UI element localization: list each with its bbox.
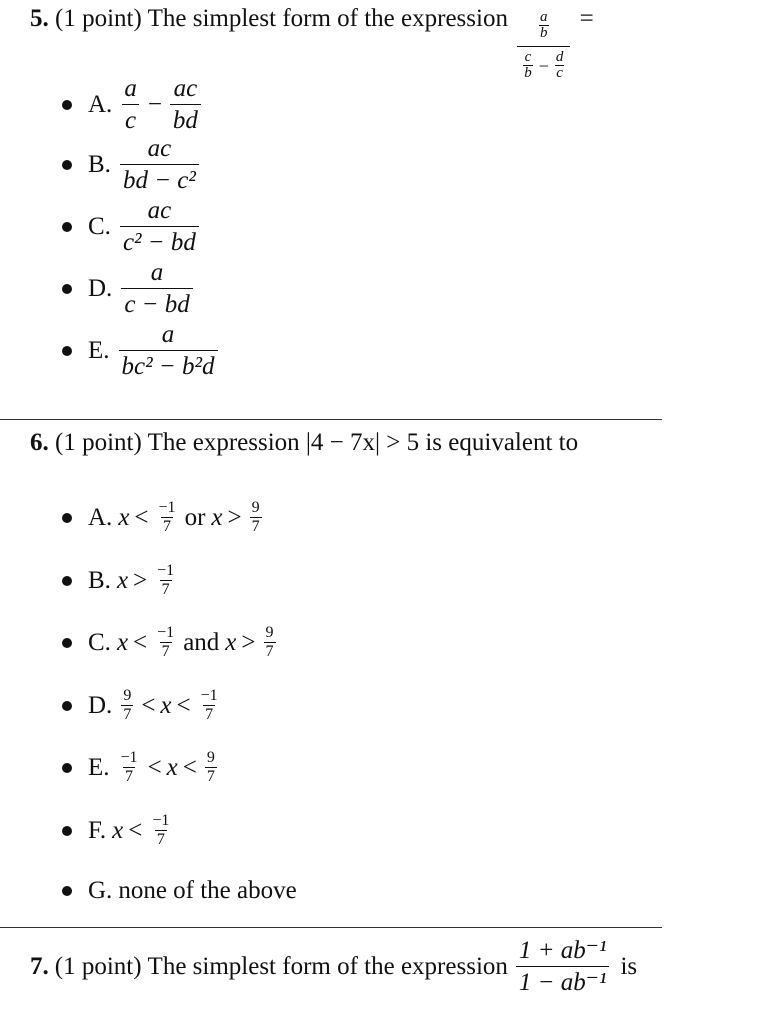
- question-number: 6.: [30, 429, 49, 456]
- option-label: D.: [88, 692, 113, 719]
- q5-option-d[interactable]: D. a c − bd: [62, 260, 196, 317]
- question-6: [30, 430, 578, 455]
- option-label: B.: [88, 151, 111, 178]
- option-label: A.: [88, 91, 113, 118]
- q6-option-c[interactable]: C. x < −1 7 and x > 9 7: [62, 625, 279, 660]
- bullet: [62, 638, 72, 648]
- question-text: The simplest form of the expression: [147, 953, 508, 980]
- question-7: [30, 938, 637, 995]
- bullet: [62, 346, 72, 356]
- bullet: [62, 886, 72, 896]
- q5-option-b[interactable]: B. ac bd − c²: [62, 136, 202, 193]
- divider: [0, 927, 662, 928]
- option-label: C.: [88, 213, 111, 240]
- option-label: E.: [88, 754, 110, 781]
- option-label: F.: [88, 817, 107, 844]
- question-suffix: is: [620, 953, 638, 980]
- q6-option-e[interactable]: E. −1 7 < x < 9 7: [62, 750, 220, 785]
- option-label: E.: [88, 337, 110, 364]
- question-text: The simplest form of the expression: [147, 5, 508, 32]
- question-number: 5.: [30, 5, 49, 32]
- q5-option-a[interactable]: A. a c − $\frac{ac}{bd}$: [62, 76, 204, 133]
- bullet: [62, 513, 72, 523]
- bullet: [62, 576, 72, 586]
- q5-option-c[interactable]: C. ac c² − bd: [62, 198, 202, 255]
- divider: [0, 419, 662, 420]
- bullet: [62, 701, 72, 711]
- q6-option-f[interactable]: F. x < −1 7: [62, 813, 174, 848]
- bullet: [62, 100, 72, 110]
- question-text: The expression |4 − 7x| > 5 is equivalent to: [147, 429, 579, 456]
- bullet: [62, 826, 72, 836]
- q6-option-a[interactable]: A. x < −1 7 or x > 9 7: [62, 500, 265, 535]
- q7-expression: 1 + ab⁻¹ 1 − ab⁻¹: [516, 938, 610, 995]
- q6-option-d[interactable]: D. 9 7 < x < −1 7: [62, 688, 223, 723]
- bullet: [62, 222, 72, 232]
- q6-option-b[interactable]: B. x > −1 7: [62, 563, 179, 598]
- option-text: none of the above: [118, 877, 297, 904]
- question-points: (1 point): [55, 429, 142, 456]
- q5-expression: $\frac{a}{b}$ c b − $\frac{d}{c}$: [517, 18, 570, 81]
- bullet: [62, 160, 72, 170]
- option-label: B.: [88, 567, 111, 594]
- q6-option-g[interactable]: [62, 878, 297, 903]
- bullet: [62, 763, 72, 773]
- option-label: G.: [88, 877, 113, 904]
- question-points: (1 point): [55, 5, 142, 32]
- q5-option-e[interactable]: E. a bc² − b²d: [62, 322, 221, 379]
- option-label: A.: [88, 504, 113, 531]
- question-number: 7.: [30, 953, 49, 980]
- question-points: (1 point): [54, 953, 142, 980]
- bullet: [62, 284, 72, 294]
- option-label: D.: [88, 275, 113, 302]
- question-5: [30, 6, 594, 81]
- option-label: C.: [88, 629, 111, 656]
- equals-sign: =: [579, 5, 594, 32]
